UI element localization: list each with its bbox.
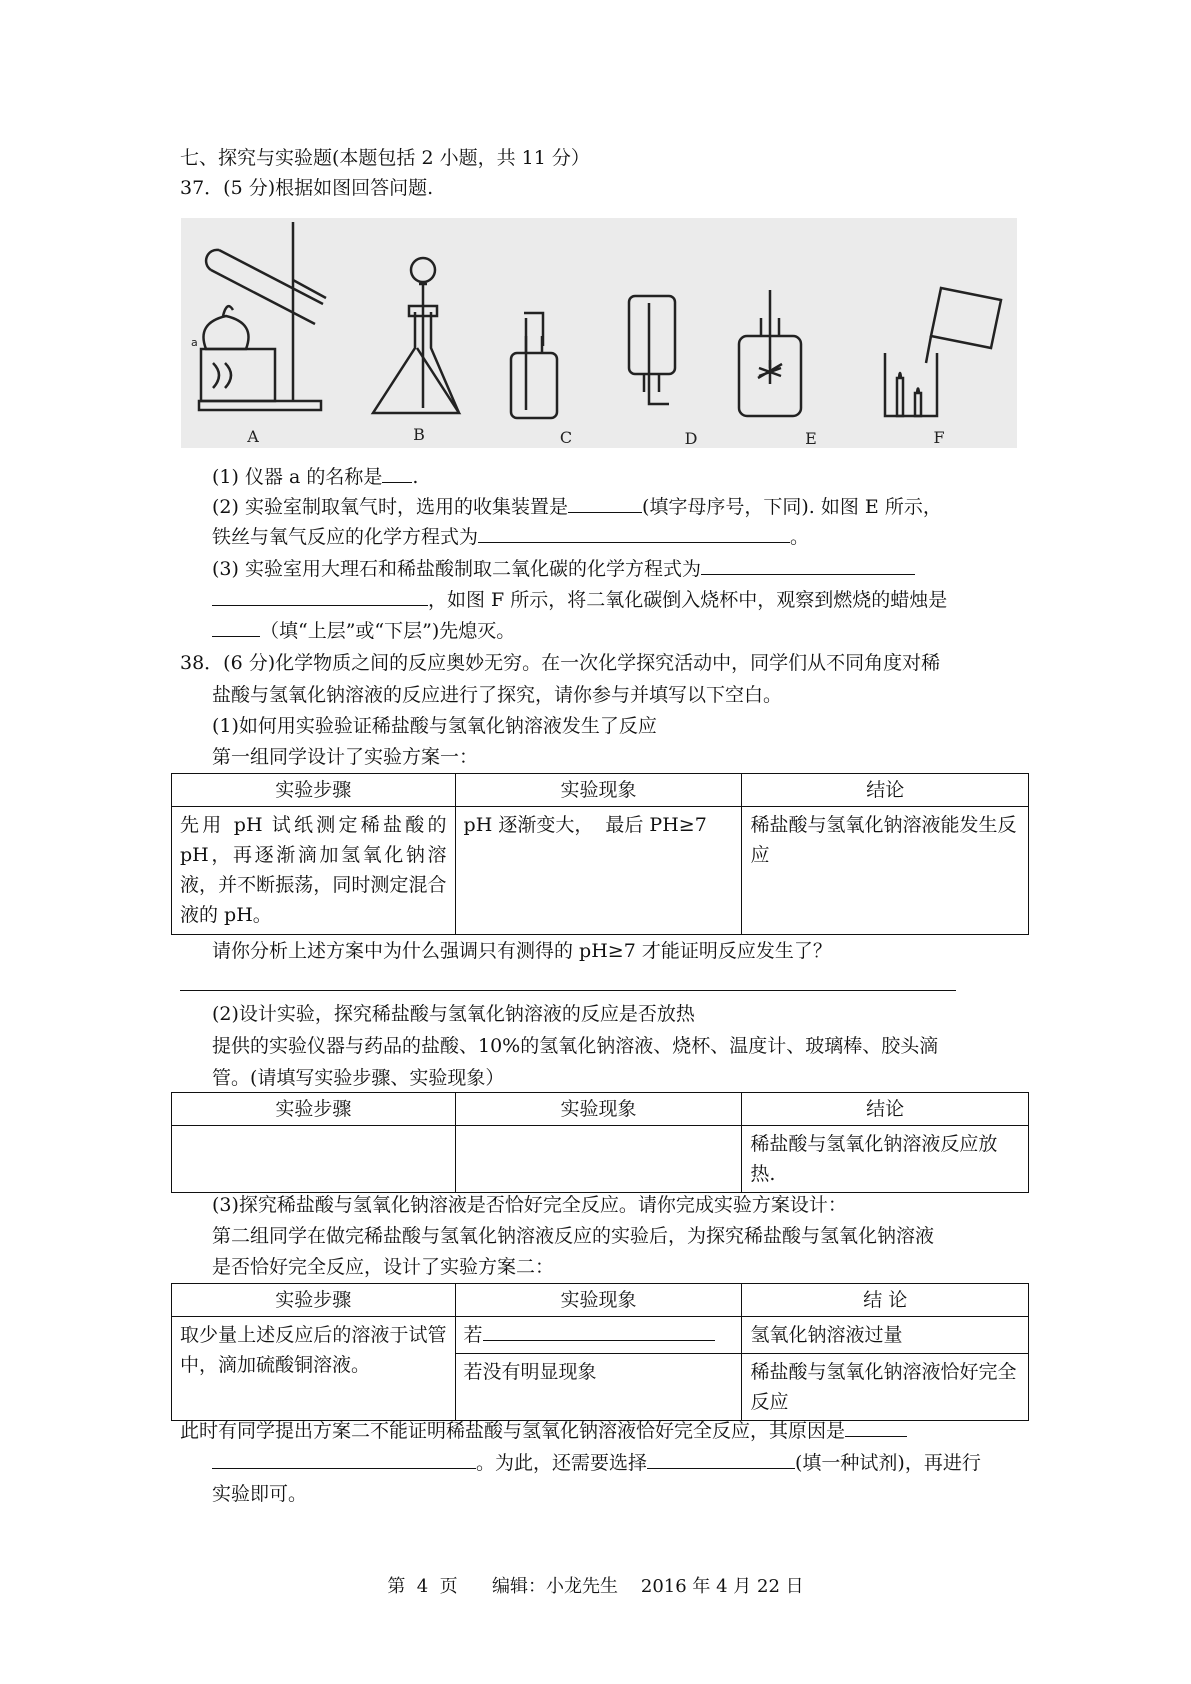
answer-blank[interactable] [701,556,915,575]
label-F: F [933,428,945,447]
table1-cell-phenomena: pH 逐渐变大， 最后 PH≥7 [455,807,742,935]
q38-section3-title: (3)探究稀盐酸与氢氧化钠溶液是否恰好完全反应。请你完成实验方案设计： [212,1194,847,1216]
table2-header-phenomena: 实验现象 [455,1093,742,1126]
table3-cell-obs2: 若没有明显现象 [455,1354,742,1421]
answer-blank[interactable] [647,1450,795,1469]
q37-part3-text3: （填“上层”或“下层”)先熄灭。 [260,620,516,642]
table3-header-conclusion: 结 论 [742,1284,1029,1317]
table1-cell-conclusion: 稀盐酸与氢氧化钠溶液能发生反应 [742,807,1029,935]
table3-cell-con1: 氢氧化钠溶液过量 [742,1317,1029,1354]
q37-part2-cont [212,524,809,550]
label-C: C [559,428,573,447]
table3-cell-steps: 取少量上述反应后的溶液于试管中，滴加硫酸铜溶液。 [172,1317,456,1421]
label-B: B [413,425,425,444]
table1-cell-steps: 先用 pH 试纸测定稀盐酸的pH，再逐渐滴加氢氧化钠溶液，并不断振荡，同时测定混合液的 pH。 [172,807,456,935]
apparatus-figure [181,218,1017,448]
q38-final-text [180,1418,907,1444]
answer-blank[interactable] [382,464,412,483]
q37-part3-cont [212,587,947,613]
experiment-table-1 [171,773,1029,935]
table2-header-steps: 实验步骤 [172,1093,456,1126]
table2-cell-phenomena[interactable] [455,1126,742,1193]
q38-final-text1: 此时有同学提出方案二不能证明稀盐酸与氢氧化钠溶液恰好完全反应，其原因是 [180,1420,846,1442]
answer-blank[interactable] [212,587,428,606]
q37-part3 [212,556,915,582]
table3-cell-obs1 [455,1317,742,1354]
table2-cell-conclusion: 稀盐酸与氢氧化钠溶液反应放热. [742,1126,1029,1193]
apparatus-drawing [181,218,1017,448]
label-D: D [684,429,698,448]
answer-blank[interactable] [212,1450,476,1469]
question-38-stem: 38．(6 分)化学物质之间的反应奥妙无穷。在一次化学探究活动中，同学们从不同角度对稀 [180,652,941,674]
q38-final-text3: (填一种试剂)，再进行 [795,1452,981,1474]
table3-obs1-text: 若 [463,1324,483,1346]
q37-part1 [212,464,418,490]
apparatus-c [511,313,557,418]
q38-final-text2: 。为此，还需要选择 [476,1452,648,1474]
label-A: A [247,427,259,446]
answer-blank[interactable] [212,618,260,637]
q38-final-text-cont [212,1450,981,1476]
label-a: a [191,336,198,349]
q37-part2-text: (2) 实验室制取氧气时，选用的收集装置是 [212,496,568,518]
q37-part2-text3: 铁丝与氧气反应的化学方程式为 [212,526,479,548]
q37-part3-text: (3) 实验室用大理石和稀盐酸制取二氧化碳的化学方程式为 [212,558,701,580]
q37-part1-text: (1) 仪器 a 的名称是 [212,466,383,488]
answer-blank[interactable] [568,494,642,513]
answer-line[interactable] [180,990,956,991]
table3-cell-con2: 稀盐酸与氢氧化钠溶液恰好完全反应 [742,1354,1029,1421]
section-title: 七、探究与实验题(本题包括 2 小题，共 11 分） [180,147,590,169]
table1-header-phenomena: 实验现象 [455,774,742,807]
apparatus-f [885,288,1001,416]
q38-final-text-end: 实验即可。 [212,1483,308,1505]
answer-blank[interactable] [478,524,790,543]
label-E: E [805,429,817,448]
q38-section1-title: (1)如何用实验验证稀盐酸与氢氧化钠溶液发生了反应 [212,715,657,737]
apparatus-b [373,258,459,413]
experiment-table-3 [171,1283,1029,1421]
apparatus-d [629,296,675,404]
q37-part3-cont2 [212,618,515,644]
table2-header-conclusion: 结论 [742,1093,1029,1126]
q38-section2-text2: 管。(请填写实验步骤、实验现象） [212,1067,505,1089]
table1-header-steps: 实验步骤 [172,774,456,807]
apparatus-a [199,222,326,410]
q37-part1-end: . [412,466,419,488]
question-37-stem: 37．(5 分)根据如图回答问题. [180,177,434,199]
experiment-table-2 [171,1092,1029,1193]
q38-section3-text2: 是否恰好完全反应，设计了实验方案二： [212,1256,555,1278]
page-footer: 第 4 页 编辑：小龙先生 2016 年 4 月 22 日 [387,1576,804,1597]
answer-blank[interactable] [845,1418,907,1437]
q38-section2-title: (2)设计实验，探究稀盐酸与氢氧化钠溶液的反应是否放热 [212,1003,695,1025]
question-38-stem-cont: 盐酸与氢氧化钠溶液的反应进行了探究，请你参与并填写以下空白。 [212,684,783,706]
apparatus-e [739,290,801,416]
q38-section1-intro: 第一组同学设计了实验方案一： [212,746,479,768]
q38-section1-question: 请你分析上述方案中为什么强调只有测得的 pH≥7 才能证明反应发生了？ [212,940,832,962]
q37-part2 [212,494,942,520]
q38-section2-text: 提供的实验仪器与药品的盐酸、10%的氢氧化钠溶液、烧杯、温度计、玻璃棒、胶头滴 [212,1035,939,1057]
table2-cell-steps[interactable] [172,1126,456,1193]
table3-header-steps: 实验步骤 [172,1284,456,1317]
table3-header-phenomena: 实验现象 [455,1284,742,1317]
table1-header-conclusion: 结论 [742,774,1029,807]
q37-part3-text2: ，如图 F 所示，将二氧化碳倒入烧杯中，观察到燃烧的蜡烛是 [428,589,948,611]
q38-section3-text: 第二组同学在做完稀盐酸与氢氧化钠溶液反应的实验后，为探究稀盐酸与氢氧化钠溶液 [212,1225,935,1247]
q37-part2-end: 。 [790,526,810,548]
q37-part2-text2: (填字母序号，下同). 如图 E 所示， [641,496,942,518]
answer-blank[interactable] [483,1322,715,1341]
